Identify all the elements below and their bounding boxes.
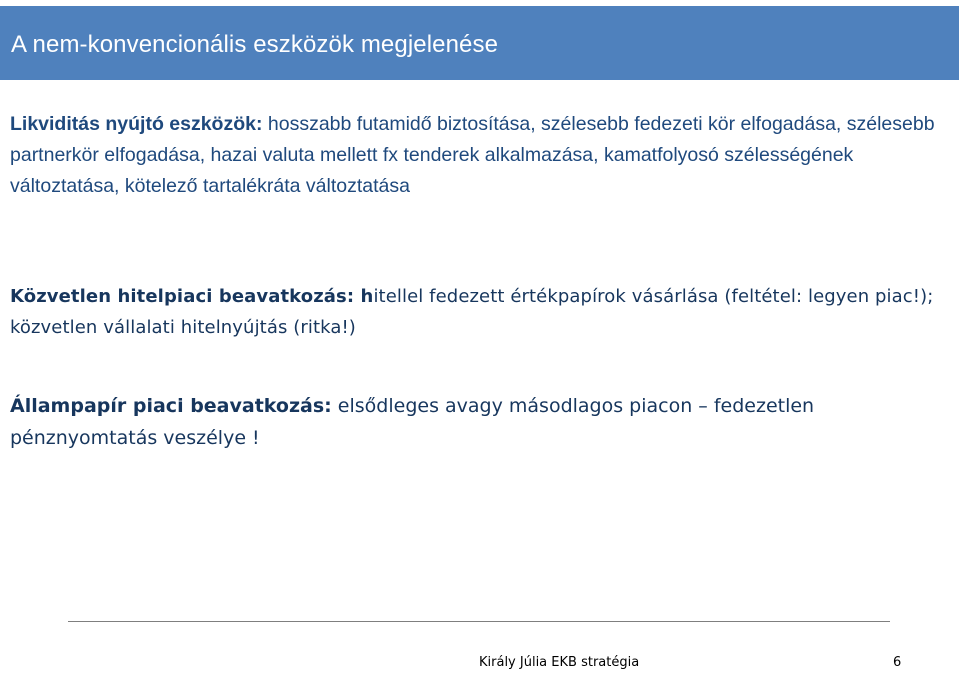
paragraph-lead: Közvetlen hitelpiaci beavatkozás: h [10, 286, 374, 307]
paragraph-body: hosszabb futamidő biztosítása, szélesebb fedezeti kör elfogadása, szélesebb partnerkör elfogadása, hazai valuta mellett fx tenderek alkalmazása, kamatfolyosó szélességének változtatása, kötelező tartalékráta változtatása [10, 113, 935, 197]
title-bar [0, 6, 959, 80]
paragraph-government-bonds [10, 390, 940, 454]
footer-author: Király Júlia EKB stratégia [479, 655, 640, 670]
page-number: 6 [893, 655, 902, 670]
footer-divider [68, 621, 890, 622]
paragraph-lead: Állampapír piaci beavatkozás: [10, 395, 332, 417]
slide-title: A nem-konvencionális eszközök megjelenése [11, 31, 499, 58]
paragraph-body: elsődleges avagy másodlagos piacon – fedezetlen pénznyomtatás veszélye ! [10, 395, 815, 449]
paragraph-liquidity-tools [10, 109, 940, 202]
paragraph-credit-market [10, 281, 940, 343]
paragraph-body: itellel fedezett értékpapírok vásárlása (feltétel: legyen piac!); közvetlen vállalati hitelnyújtás (ritka!) [10, 286, 934, 338]
paragraph-lead: Likviditás nyújtó eszközök: [10, 113, 263, 135]
